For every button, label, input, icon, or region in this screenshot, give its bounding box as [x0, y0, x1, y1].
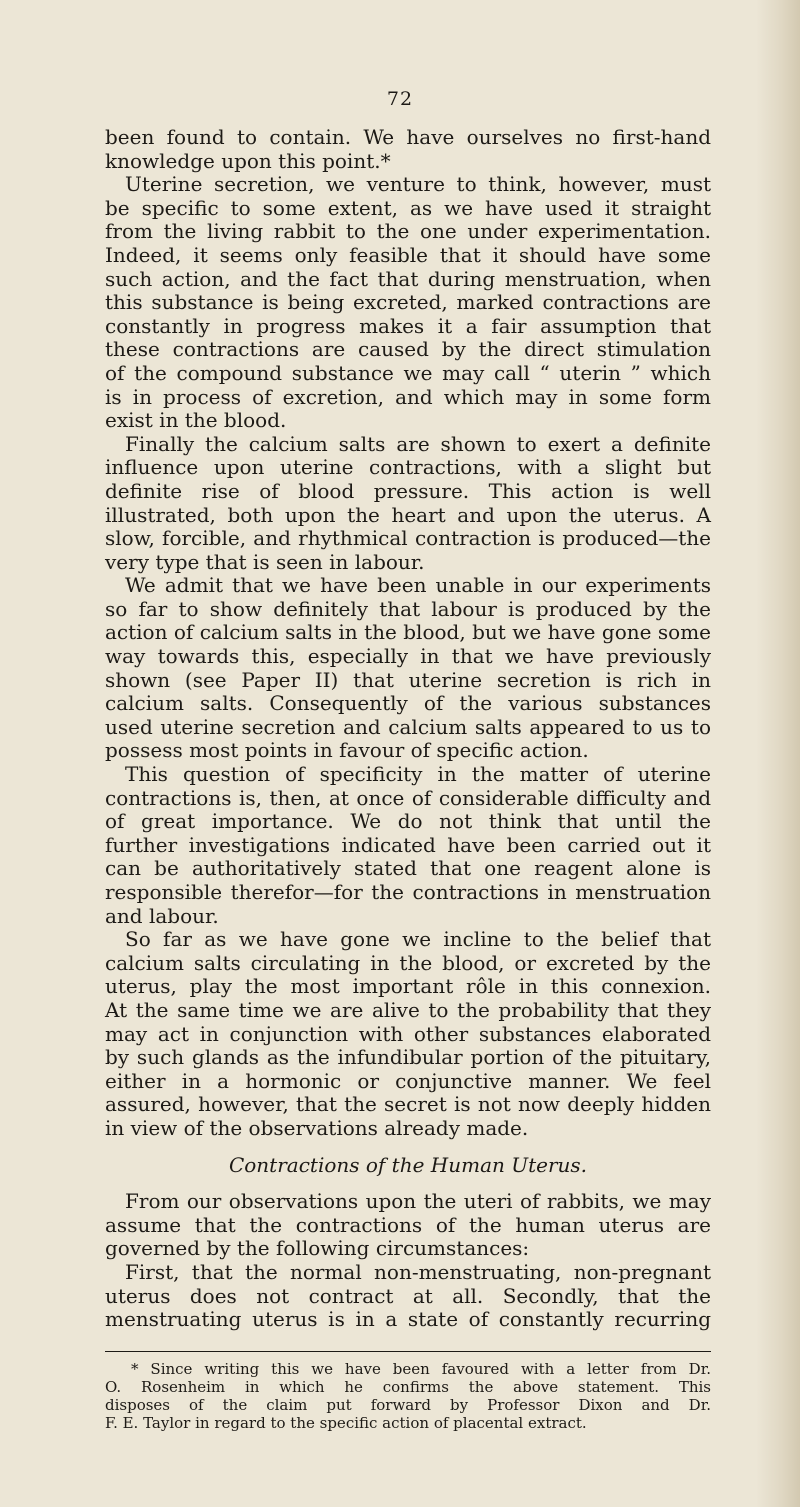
text-line: by such glands as the infundibular portion of the pituitary, — [105, 1045, 711, 1070]
text-line: Uterine secretion, we venture to think, however, must — [125, 172, 711, 197]
text-line: This question of specificity in the matter of uterine — [125, 762, 711, 787]
text-line: At the same time we are alive to the probability that they — [105, 997, 711, 1022]
text-line: influence upon uterine contractions, with a slight but — [105, 455, 711, 480]
text-line: governed by the following circumstances: — [105, 1236, 530, 1261]
text-line: illustrated, both upon the heart and upon the uterus. A — [105, 502, 711, 527]
text-line: slow, forcible, and rhythmical contraction is produced—the — [105, 526, 711, 551]
text-line: used uterine secretion and calcium salts appeared to us to — [105, 714, 711, 739]
section-paragraphs — [105, 1190, 711, 1332]
footnote-line: F. E. Taylor in regard to the specific action of placental extract. — [105, 1414, 587, 1432]
page-number: 72 — [386, 88, 414, 110]
text-line: further investigations indicated have been carried out it — [105, 832, 711, 857]
text-line: and labour. — [105, 903, 219, 928]
text-line: Indeed, it seems only feasible that it should have some — [105, 242, 711, 267]
footnote-divider — [105, 1351, 711, 1352]
text-line: Finally the calcium salts are shown to exert a definite — [125, 431, 711, 456]
section-heading: Contractions of the Human Uterus. — [228, 1152, 588, 1177]
text-line: this substance is being excreted, marked contractions are — [105, 290, 711, 315]
text-line: uterus, play the most important rôle in this connexion. — [105, 974, 711, 999]
text-line: assured, however, that the secret is not now deeply hidden — [105, 1092, 711, 1117]
footnote-line: disposes of the claim put forward by Professor Dixon and Dr. — [105, 1396, 711, 1414]
text-line: of the compound substance we may call “ uterin ” which — [105, 360, 711, 385]
footnote-line: O. Rosenheim in which he confirms the above statement. This — [105, 1378, 711, 1396]
text-line: either in a hormonic or conjunctive manner. We feel — [105, 1068, 711, 1093]
text-line: way towards this, especially in that we have previously — [105, 644, 711, 669]
text-line: such action, and the fact that during menstruation, when — [105, 266, 711, 291]
text-line: action of calcium salts in the blood, but we have gone some — [105, 620, 711, 645]
text-line: From our observations upon the uteri of rabbits, we may — [125, 1189, 711, 1214]
text-line: be specific to some extent, as we have used it straight — [105, 195, 711, 220]
text-line: may act in conjunction with other substances elaborated — [105, 1021, 711, 1046]
text-line: in view of the observations already made. — [105, 1115, 529, 1140]
text-line: So far as we have gone we incline to the belief that — [125, 927, 711, 952]
body-paragraphs — [105, 126, 711, 1141]
page-edge-shadow — [756, 0, 800, 1507]
text-line: definite rise of blood pressure. This action is well — [105, 478, 711, 503]
text-line: contractions is, then, at once of considerable difficulty and — [105, 785, 711, 810]
text-line: can be authoritatively stated that one reagent alone is — [105, 856, 711, 881]
text-line: uterus does not contract at all. Secondly, that the — [105, 1283, 711, 1308]
text-line: calcium salts circulating in the blood, or excreted by the — [105, 950, 711, 975]
footnote — [105, 1360, 711, 1432]
text-line: very type that is seen in labour. — [105, 549, 425, 574]
text-line: of great importance. We do not think that until the — [105, 809, 711, 834]
text-line: We admit that we have been unable in our experiments — [125, 573, 711, 598]
text-line: possess most points in favour of specific action. — [105, 738, 589, 763]
text-line: so far to show definitely that labour is produced by the — [105, 596, 711, 621]
text-line: is in process of excretion, and which may in some form — [105, 384, 711, 409]
text-line: shown (see Paper II) that uterine secretion is rich in — [105, 667, 711, 692]
text-line: assume that the contractions of the human uterus are — [105, 1212, 711, 1237]
body-text — [105, 126, 711, 1332]
text-line: been found to contain. We have ourselves no first-hand — [105, 125, 711, 149]
text-line: menstruating uterus is in a state of constantly recurring — [105, 1307, 711, 1332]
footnote-line: * Since writing this we have been favoured with a letter from Dr. — [131, 1360, 711, 1378]
text-line: responsible therefor—for the contractions in menstruation — [105, 880, 711, 904]
text-line: calcium salts. Consequently of the various substances — [105, 691, 711, 716]
text-line: exist in the blood. — [105, 408, 287, 433]
text-line: these contractions are caused by the direct stimulation — [105, 337, 711, 362]
text-line: knowledge upon this point.* — [105, 148, 391, 173]
text-line: constantly in progress makes it a fair assumption that — [105, 313, 711, 338]
text-line: from the living rabbit to the one under experimentation. — [105, 219, 711, 244]
text-line: First, that the normal non-menstruating, non-pregnant — [125, 1259, 711, 1284]
